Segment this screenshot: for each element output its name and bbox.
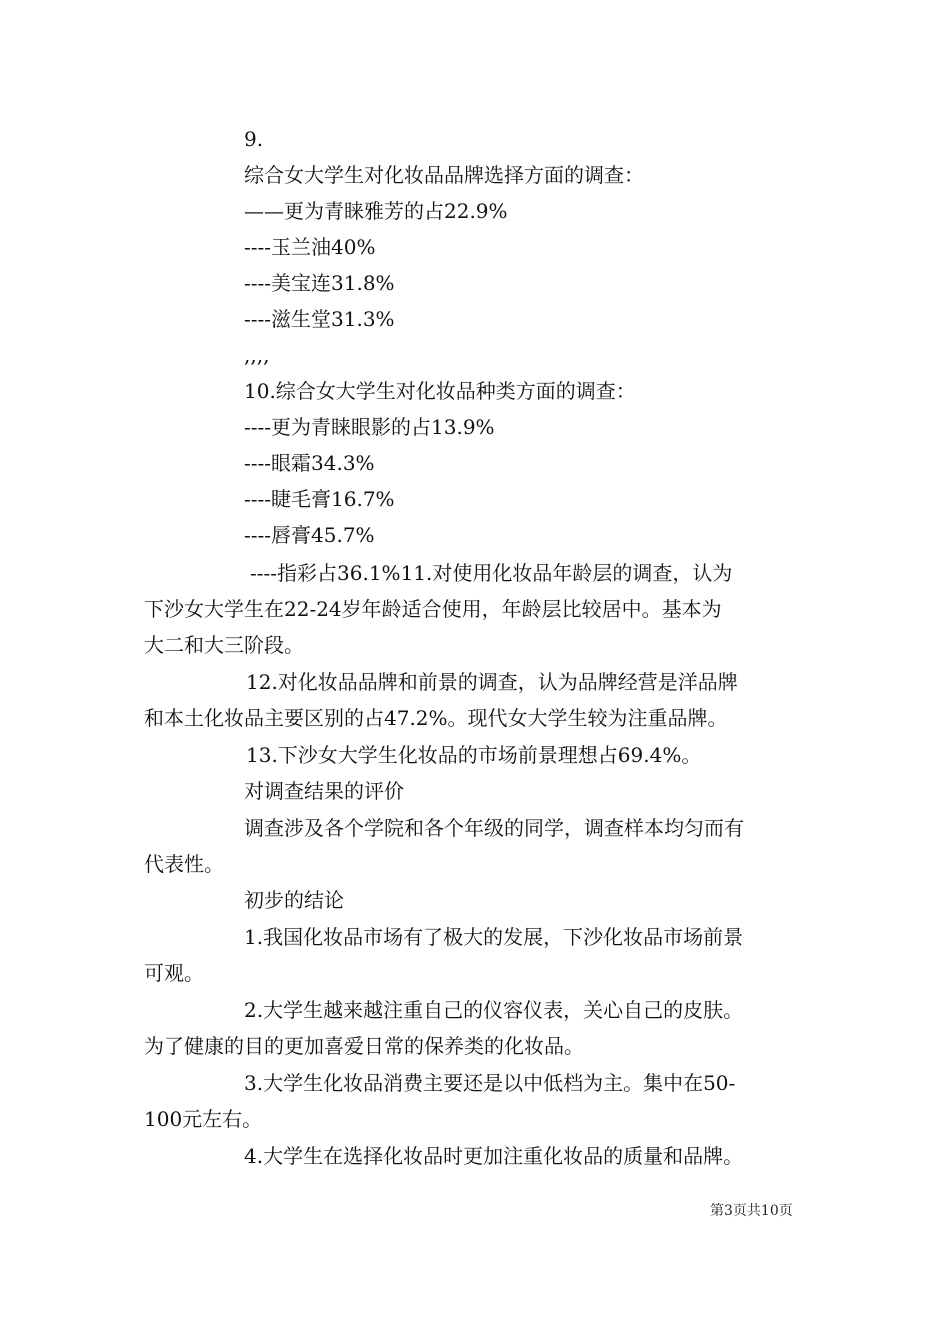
- brand-survey-heading: 综合女大学生对化妆品品牌选择方面的调查：: [244, 163, 644, 187]
- paragraph-line: 3.大学生化妆品消费主要还是以中低档为主。集中在50-: [244, 1071, 736, 1095]
- paragraph-line: 1.我国化妆品市场有了极大的发展，下沙化妆品市场前景: [244, 925, 744, 949]
- paragraph-line: 调查涉及各个学院和各个年级的同学，调查样本均匀而有: [244, 816, 744, 840]
- paragraph-line: 100元左右。: [144, 1107, 263, 1131]
- paragraph-line: 2.大学生越来越注重自己的仪容仪表，关心自己的皮肤。: [244, 998, 744, 1022]
- ellipsis-marks: ,,,,: [244, 343, 270, 367]
- section-heading: 初步的结论: [244, 888, 344, 912]
- category-survey-heading: 10.综合女大学生对化妆品种类方面的调查：: [244, 379, 636, 403]
- item-number-9: 9.: [244, 127, 264, 151]
- brand-result-line: ----玉兰油40%: [244, 235, 376, 259]
- category-result-line: ----睫毛膏16.7%: [244, 487, 395, 511]
- paragraph-line: ----指彩占36.1%11.对使用化妆品年龄层的调查，认为: [250, 561, 733, 585]
- paragraph-line: 下沙女大学生在22-24岁年龄适合使用，年龄层比较居中。基本为: [144, 597, 722, 621]
- paragraph-line: 为了健康的目的更加喜爱日常的保养类的化妆品。: [144, 1034, 584, 1058]
- paragraph-line: 可观。: [144, 961, 204, 985]
- page-number: 第3页共10页: [710, 1203, 793, 1219]
- paragraph-line: 12.对化妆品品牌和前景的调查，认为品牌经营是洋品牌: [246, 670, 738, 694]
- paragraph-line: 4.大学生在选择化妆品时更加注重化妆品的质量和品牌。: [244, 1144, 744, 1168]
- paragraph-line: 大二和大三阶段。: [144, 633, 304, 657]
- section-heading: 对调查结果的评价: [244, 779, 404, 803]
- paragraph-line: 和本土化妆品主要区别的占47.2%。现代女大学生较为注重品牌。: [144, 706, 728, 730]
- category-result-line: ----眼霜34.3%: [244, 451, 375, 475]
- brand-result-line: ——更为青睐雅芳的占22.9%: [244, 199, 508, 223]
- paragraph-line: 代表性。: [144, 852, 224, 876]
- category-result-line: ----更为青睐眼影的占13.9%: [244, 415, 495, 439]
- brand-result-line: ----美宝连31.8%: [244, 271, 395, 295]
- category-result-line: ----唇膏45.7%: [244, 523, 375, 547]
- paragraph-line: 13.下沙女大学生化妆品的市场前景理想占69.4%。: [246, 743, 702, 767]
- brand-result-line: ----滋生堂31.3%: [244, 307, 395, 331]
